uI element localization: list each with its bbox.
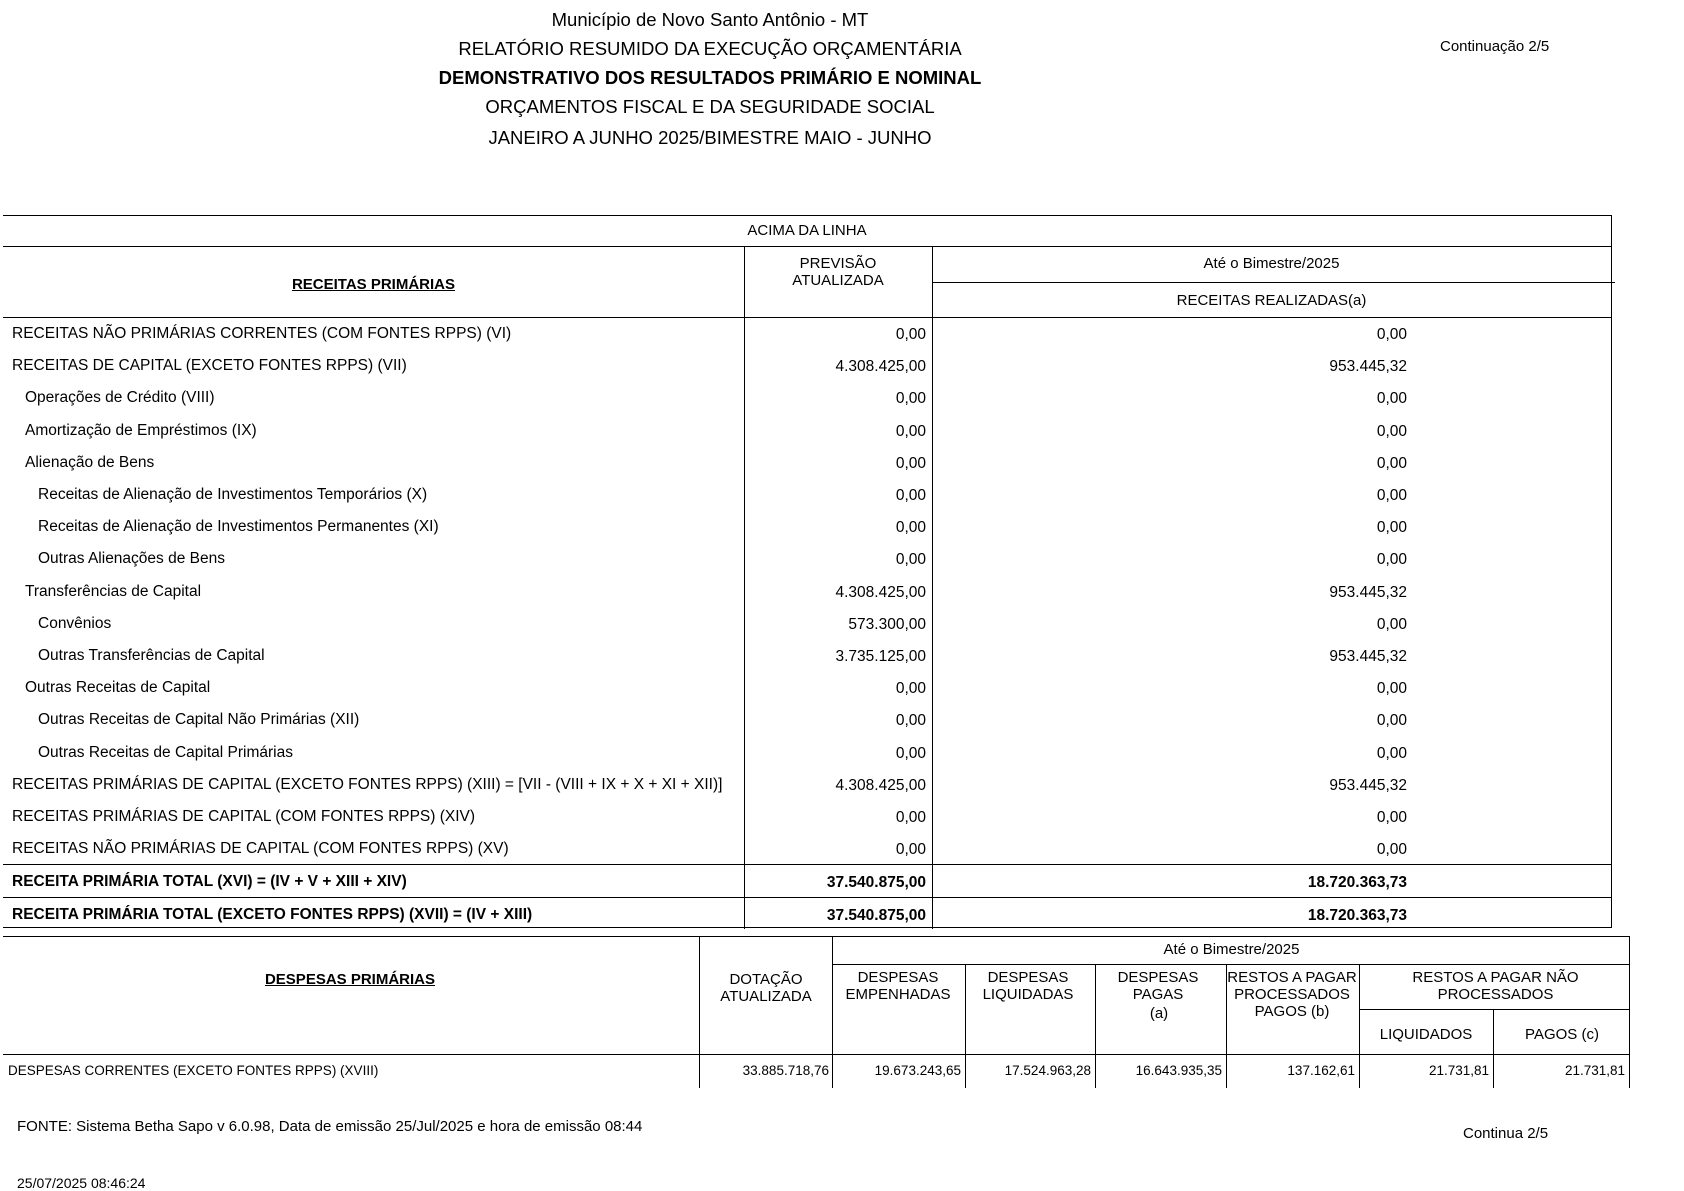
cell-previsao: 0,00	[895, 809, 926, 826]
receita-row	[3, 800, 1611, 832]
cell-realizadas: 0,00	[1376, 454, 1407, 472]
cell-previsao: 37.540.875,00	[826, 906, 926, 924]
cell-realizadas: 0,00	[1376, 841, 1407, 859]
col-period-despesas: Até o Bimestre/2025	[1163, 941, 1300, 958]
receita-row	[3, 607, 1611, 639]
col-despesas-empenhadas: DESPESAS EMPENHADAS	[845, 969, 951, 1003]
col-despesas-pagas: DESPESAS PAGAS	[1117, 969, 1199, 1003]
cell-previsao: 0,00	[895, 551, 926, 569]
receita-row	[3, 671, 1611, 703]
cell-realizadas: 18.720.363,73	[1307, 906, 1407, 924]
cell-previsao: 37.540.875,00	[826, 874, 926, 891]
row-label: Transferências de Capital	[25, 582, 202, 600]
cell-realizadas: 953.445,32	[1329, 648, 1407, 665]
receitas-table	[3, 215, 1612, 928]
cell-realizadas: 953.445,32	[1329, 358, 1407, 376]
cell-realizadas: 0,00	[1376, 744, 1407, 762]
cell-rp-proc-pagos: 137.162,61	[1287, 1063, 1355, 1078]
cell-pagas: 16.643.935,35	[1135, 1063, 1222, 1078]
cell-realizadas: 0,00	[1376, 422, 1407, 440]
cell-realizadas: 0,00	[1376, 551, 1407, 569]
cell-rp-liquidados: 21.731,81	[1428, 1063, 1489, 1078]
receita-row	[3, 317, 1611, 349]
cell-realizadas: 0,00	[1376, 712, 1407, 730]
receita-row	[3, 478, 1611, 510]
cell-realizadas: 953.445,32	[1329, 776, 1407, 794]
cell-realizadas: 18.720.363,73	[1307, 874, 1407, 891]
cell-previsao: 0,00	[895, 744, 926, 762]
cell-realizadas: 0,00	[1376, 326, 1407, 343]
receita-row	[3, 575, 1611, 607]
footer-continues: Continua 2/5	[1463, 1125, 1549, 1142]
receita-row	[3, 768, 1611, 800]
cell-previsao: 0,00	[895, 841, 926, 859]
continuation-label: Continuação 2/5	[1440, 38, 1550, 55]
col-despesas-pagas-a: (a)	[1149, 1005, 1169, 1022]
cell-realizadas: 0,00	[1376, 519, 1407, 537]
cell-previsao: 0,00	[895, 519, 926, 537]
col-receitas-realizadas: RECEITAS REALIZADAS(a)	[1176, 292, 1367, 309]
row-label: Outras Receitas de Capital Primárias	[38, 743, 293, 761]
cell-previsao: 4.308.425,00	[835, 776, 926, 794]
col-previsao-atualizada: PREVISÃO ATUALIZADA	[792, 255, 884, 289]
row-label: Alienação de Bens	[25, 453, 155, 471]
row-label: DESPESAS CORRENTES (EXCETO FONTES RPPS) (XVIII)	[8, 1063, 379, 1078]
row-label: Outras Alienações de Bens	[38, 550, 225, 568]
cell-previsao: 3.735.125,00	[835, 648, 926, 665]
col-period: Até o Bimestre/2025	[1203, 255, 1340, 272]
col-rp-pagos: PAGOS (c)	[1525, 1026, 1599, 1043]
row-label: Receitas de Alienação de Investimentos Temporários (X)	[38, 486, 428, 503]
row-label: Receitas de Alienação de Investimentos Permanentes (XI)	[38, 518, 439, 536]
col-rp-nao-processados: RESTOS A PAGAR NÃO PROCESSADOS	[1412, 969, 1579, 1003]
despesas-row	[3, 1055, 1630, 1088]
header-report-title: RELATÓRIO RESUMIDO DA EXECUÇÃO ORÇAMENTÁRIA	[458, 38, 962, 59]
cell-previsao: 0,00	[895, 422, 926, 440]
cell-dotacao: 33.885.718,76	[742, 1063, 829, 1078]
receita-total-row	[3, 864, 1611, 897]
header-municipality: Município de Novo Santo Antônio - MT	[551, 9, 869, 30]
col-receitas-primarias: RECEITAS PRIMÁRIAS	[291, 276, 456, 293]
row-label: RECEITAS NÃO PRIMÁRIAS CORRENTES (COM FONTES RPPS) (VI)	[12, 325, 512, 342]
receita-row	[3, 639, 1611, 671]
receita-row	[3, 381, 1611, 413]
despesas-table	[3, 936, 1630, 1087]
row-label: RECEITA PRIMÁRIA TOTAL (EXCETO FONTES RPPS) (XVII) = (IV + XIII)	[12, 905, 533, 923]
header-period: JANEIRO A JUNHO 2025/BIMESTRE MAIO - JUNHO	[488, 127, 932, 148]
cell-previsao: 0,00	[895, 487, 926, 504]
row-label: RECEITAS PRIMÁRIAS DE CAPITAL (COM FONTES RPPS) (XIV)	[12, 808, 476, 825]
row-label: Operações de Crédito (VIII)	[25, 389, 215, 407]
cell-previsao: 0,00	[895, 712, 926, 730]
receita-row	[3, 510, 1611, 542]
cell-realizadas: 0,00	[1376, 390, 1407, 408]
row-label: Outras Receitas de Capital	[25, 679, 211, 697]
receitas-header	[3, 246, 1611, 318]
col-despesas-primarias: DESPESAS PRIMÁRIAS	[264, 971, 436, 988]
header-orcamentos: ORÇAMENTOS FISCAL E DA SEGURIDADE SOCIAL	[485, 96, 935, 117]
cell-previsao: 0,00	[895, 680, 926, 698]
row-label: Outras Receitas de Capital Não Primárias (XII)	[38, 711, 360, 729]
col-despesas-liquidadas: DESPESAS LIQUIDADAS	[982, 969, 1074, 1003]
footer-source: FONTE: Sistema Betha Sapo v 6.0.98, Data de emissão 25/Jul/2025 e hora de emissão 08:44	[17, 1118, 643, 1135]
section-title: ACIMA DA LINHA	[3, 216, 1611, 247]
receita-total-row	[3, 897, 1611, 930]
row-label: Outras Transferências de Capital	[38, 647, 265, 664]
cell-liquidadas: 17.524.963,28	[1004, 1063, 1091, 1078]
receita-row	[3, 446, 1611, 478]
row-label: RECEITAS PRIMÁRIAS DE CAPITAL (EXCETO FONTES RPPS) (XIII) = [VII - (VIII + IX + X + XI + XII)]	[12, 775, 723, 793]
cell-previsao: 0,00	[895, 454, 926, 472]
cell-previsao: 4.308.425,00	[835, 358, 926, 376]
cell-empenhadas: 19.673.243,65	[874, 1063, 961, 1078]
cell-realizadas: 0,00	[1376, 809, 1407, 826]
cell-realizadas: 0,00	[1376, 680, 1407, 698]
receita-row	[3, 832, 1611, 864]
col-dotacao-atualizada: DOTAÇÃO ATUALIZADA	[720, 971, 812, 1005]
cell-realizadas: 953.445,32	[1329, 583, 1407, 601]
cell-previsao: 0,00	[895, 390, 926, 408]
receita-row	[3, 542, 1611, 574]
row-label: RECEITA PRIMÁRIA TOTAL (XVI) = (IV + V + XIII + XIV)	[12, 873, 407, 890]
cell-previsao: 0,00	[895, 326, 926, 343]
row-label: Amortização de Empréstimos (IX)	[25, 421, 257, 439]
row-label: RECEITAS DE CAPITAL (EXCETO FONTES RPPS) (VII)	[12, 357, 407, 375]
receita-row	[3, 414, 1611, 446]
cell-rp-pagos: 21.731,81	[1564, 1063, 1625, 1078]
cell-realizadas: 0,00	[1376, 487, 1407, 504]
row-label: RECEITAS NÃO PRIMÁRIAS DE CAPITAL (COM FONTES RPPS) (XV)	[12, 840, 509, 858]
footer-timestamp: 25/07/2025 08:46:24	[17, 1175, 146, 1191]
receita-row	[3, 703, 1611, 735]
receita-row	[3, 736, 1611, 768]
cell-previsao: 4.308.425,00	[835, 583, 926, 601]
row-label: Convênios	[38, 614, 112, 632]
cell-realizadas: 0,00	[1376, 615, 1407, 633]
header-demonstrativo: DEMONSTRATIVO DOS RESULTADOS PRIMÁRIO E NOMINAL	[438, 67, 982, 88]
col-rp-liquidados: LIQUIDADOS	[1379, 1026, 1473, 1043]
col-rp-processados: RESTOS A PAGAR PROCESSADOS PAGOS (b)	[1227, 969, 1357, 1020]
receita-row	[3, 349, 1611, 381]
cell-previsao: 573.300,00	[848, 615, 926, 633]
